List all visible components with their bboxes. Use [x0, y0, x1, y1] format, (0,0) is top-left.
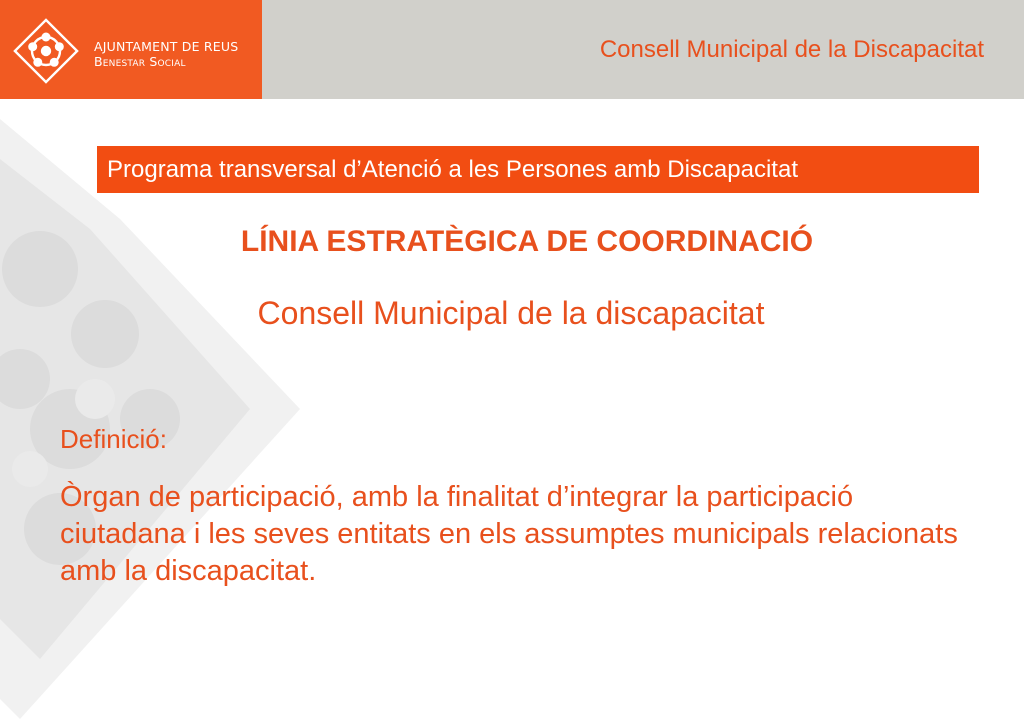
rose-emblem-icon: [13, 18, 79, 84]
program-banner: Programa transversal d’Atenció a les Persones amb Discapacitat: [97, 146, 979, 193]
logo-line-benestar: Benestar Social: [94, 54, 186, 69]
header-logo-panel: [0, 0, 262, 99]
logo-text: [94, 39, 238, 69]
header-bar: [262, 0, 1024, 99]
page-subtitle: Consell Municipal de la discapacitat: [257, 295, 765, 331]
header-title: Consell Municipal de la Discapacitat: [599, 36, 984, 63]
definition-label: Definició:: [60, 424, 167, 454]
definition-text: Òrgan de participació, amb la finalitat d’integrar la participació ciutadana i les seves entitats en els assumptes municipals relacionats amb la discapacitat.: [60, 481, 958, 587]
background-rose-watermark: [0, 99, 330, 727]
logo-line-ajuntament: AJUNTAMENT DE REUS: [94, 39, 239, 54]
strategic-line-heading: LÍNIA ESTRATÈGICA DE COORDINACIÓ: [240, 225, 814, 258]
